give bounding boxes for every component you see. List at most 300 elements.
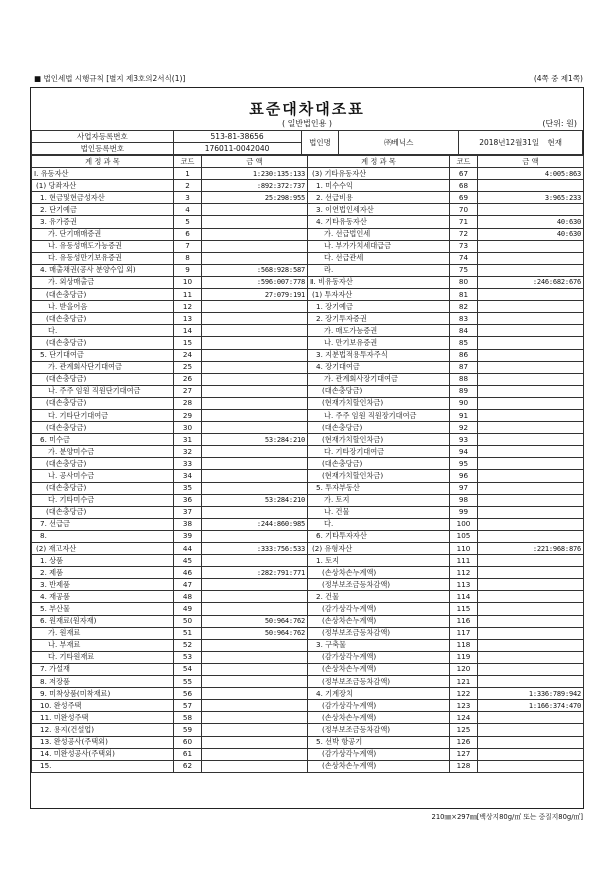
account-amount-left (202, 409, 308, 421)
account-code-left: 28 (174, 397, 202, 409)
account-code-left: 58 (174, 712, 202, 724)
table-row (32, 639, 584, 651)
account-amount-left (202, 712, 308, 724)
account-code-left: 2 (174, 180, 202, 192)
account-code-left: 30 (174, 422, 202, 434)
table-row (32, 337, 584, 349)
account-amount-right (478, 663, 584, 675)
account-code-right: 110 (450, 543, 478, 555)
account-name-right: 3. 지분법적용투자주식 (308, 349, 450, 361)
account-amount-right: 3:965:233 (478, 192, 584, 204)
account-name-right: (정부보조금등차감액) (308, 724, 450, 736)
account-name-left: 8. 저장품 (32, 676, 174, 688)
account-code-left: 11 (174, 289, 202, 301)
table-row (32, 482, 584, 494)
account-name-left: 7. 선급금 (32, 518, 174, 530)
account-code-left: 31 (174, 434, 202, 446)
account-amount-left: 1:230:135:133 (202, 168, 308, 180)
account-code-right: 86 (450, 349, 478, 361)
account-amount-right (478, 639, 584, 651)
table-row (32, 361, 584, 373)
account-code-left: 60 (174, 736, 202, 748)
account-code-left: 52 (174, 639, 202, 651)
document-title: 표준대차대조표 (249, 100, 365, 118)
account-name-left: 3. 유가증권 (32, 216, 174, 228)
account-name-right: (2) 유형자산 (308, 543, 450, 555)
account-name-right: (손상차손누계액) (308, 663, 450, 675)
account-code-left: 39 (174, 530, 202, 542)
account-name-right: 2. 선급비용 (308, 192, 450, 204)
table-row (32, 409, 584, 421)
account-name-left: (2) 재고자산 (32, 543, 174, 555)
account-name-right: (현재가치할인차금) (308, 397, 450, 409)
account-name-right: (대손충당금) (308, 385, 450, 397)
account-amount-left: 27:079:191 (202, 289, 308, 301)
account-amount-right (478, 204, 584, 216)
account-name-right: 2. 장기투자증권 (308, 313, 450, 325)
account-name-left: (대손충당금) (32, 337, 174, 349)
table-row (32, 180, 584, 192)
account-code-right: 123 (450, 700, 478, 712)
form-reference: ■ 법인세법 시행규칙 [별지 제3호의2서식(1)] (34, 74, 186, 83)
account-amount-left (202, 482, 308, 494)
account-amount-left (202, 301, 308, 313)
account-code-left: 56 (174, 688, 202, 700)
account-amount-left: 50:964:762 (202, 615, 308, 627)
account-amount-right (478, 422, 584, 434)
account-code-right: 88 (450, 373, 478, 385)
table-row (32, 567, 584, 579)
account-name-right: (1) 투자자산 (308, 289, 450, 301)
table-row (32, 470, 584, 482)
account-name-left: (대손충당금) (32, 506, 174, 518)
account-code-left: 46 (174, 567, 202, 579)
table-row (32, 603, 584, 615)
account-name-left: 다. 기타단기대여금 (32, 409, 174, 421)
account-rows (32, 168, 584, 773)
account-amount-right (478, 736, 584, 748)
account-code-right: 82 (450, 301, 478, 313)
account-amount-left (202, 748, 308, 760)
account-amount-right (478, 446, 584, 458)
account-amount-left (202, 736, 308, 748)
account-code-left: 6 (174, 228, 202, 240)
account-name-left: 가. 외상매출금 (32, 276, 174, 288)
account-amount-left (202, 252, 308, 264)
account-code-right: 112 (450, 567, 478, 579)
account-amount-right (478, 301, 584, 313)
account-code-left: 27 (174, 385, 202, 397)
account-code-right: 122 (450, 688, 478, 700)
account-amount-right (478, 409, 584, 421)
account-name-right: 4. 기타유동자산 (308, 216, 450, 228)
account-code-left: 5 (174, 216, 202, 228)
account-code-left: 15 (174, 337, 202, 349)
account-code-left: 4 (174, 204, 202, 216)
account-amount-right (478, 518, 584, 530)
column-header-code: 코드 (174, 156, 202, 168)
account-amount-right (478, 591, 584, 603)
account-name-left: (대손충당금) (32, 458, 174, 470)
account-name-right: (현재가치할인차금) (308, 470, 450, 482)
account-amount-right (478, 712, 584, 724)
account-amount-left: 53:284:210 (202, 434, 308, 446)
account-amount-right: :246:682:676 (478, 276, 584, 288)
account-name-right: 1. 장기예금 (308, 301, 450, 313)
account-name-right: 3. 이연법인세자산 (308, 204, 450, 216)
account-code-left: 51 (174, 627, 202, 639)
table-row (32, 663, 584, 675)
account-code-right: 94 (450, 446, 478, 458)
account-code-right: 95 (450, 458, 478, 470)
account-name-left: 1. 상품 (32, 555, 174, 567)
account-name-left: 8. (32, 530, 174, 542)
table-row (32, 760, 584, 772)
account-name-left: 나. 주주 임원 직원단기대여금 (32, 385, 174, 397)
account-name-left: 6. 원재료(원자재) (32, 615, 174, 627)
account-amount-left (202, 337, 308, 349)
column-header-item: 계 정 과 목 (308, 156, 450, 168)
account-amount-left: :333:756:533 (202, 543, 308, 555)
account-name-left: 다. 유동성만기보유증권 (32, 252, 174, 264)
account-code-left: 29 (174, 409, 202, 421)
account-amount-left (202, 724, 308, 736)
account-amount-right: :221:968:876 (478, 543, 584, 555)
account-amount-right (478, 567, 584, 579)
account-amount-left (202, 204, 308, 216)
account-code-right: 71 (450, 216, 478, 228)
account-code-left: 38 (174, 518, 202, 530)
account-code-right: 113 (450, 579, 478, 591)
account-name-left: 가. 단기매매증권 (32, 228, 174, 240)
account-amount-left (202, 530, 308, 542)
account-amount-right (478, 627, 584, 639)
account-code-right: 116 (450, 615, 478, 627)
account-name-left: 나. 유동성매도가능증권 (32, 240, 174, 252)
account-name-right: 2. 건물 (308, 591, 450, 603)
account-code-left: 9 (174, 264, 202, 276)
account-amount-left (202, 676, 308, 688)
account-name-right: 가. 선급법인세 (308, 228, 450, 240)
account-amount-right: 40:630 (478, 228, 584, 240)
account-amount-left: :596:007:778 (202, 276, 308, 288)
account-name-right: (손상차손누계액) (308, 567, 450, 579)
account-code-left: 55 (174, 676, 202, 688)
account-code-left: 34 (174, 470, 202, 482)
account-name-left: 4. 매출채권(공사 분양수입 외) (32, 264, 174, 276)
account-code-left: 57 (174, 700, 202, 712)
corp-name-label: 법인명 (301, 131, 339, 155)
account-code-right: 128 (450, 760, 478, 772)
account-code-right: 119 (450, 651, 478, 663)
account-amount-left (202, 639, 308, 651)
account-amount-left: :282:791:771 (202, 567, 308, 579)
account-amount-right (478, 397, 584, 409)
table-row (32, 349, 584, 361)
account-code-left: 7 (174, 240, 202, 252)
account-name-left: 5. 단기대여금 (32, 349, 174, 361)
account-code-left: 1 (174, 168, 202, 180)
table-row (32, 748, 584, 760)
account-name-left: 1. 현금및현금성자산 (32, 192, 174, 204)
table-row (32, 615, 584, 627)
corp-number-value: 176011-0042040 (173, 143, 301, 155)
account-code-left: 44 (174, 543, 202, 555)
account-name-left: 12. 용지(건설업) (32, 724, 174, 736)
account-code-right: 72 (450, 228, 478, 240)
account-name-right: (손상차손누계액) (308, 615, 450, 627)
account-name-left: 나. 받을어음 (32, 301, 174, 313)
account-code-right: 115 (450, 603, 478, 615)
account-name-left: 11. 미완성주택 (32, 712, 174, 724)
account-code-left: 33 (174, 458, 202, 470)
account-name-left: 13. 완성공사(주택외) (32, 736, 174, 748)
account-table (31, 155, 584, 773)
account-code-left: 36 (174, 494, 202, 506)
account-name-right: (대손충당금) (308, 422, 450, 434)
account-amount-right: 4:005:863 (478, 168, 584, 180)
column-header-item: 계 정 과 목 (32, 156, 174, 168)
page-reference: (4쪽 중 제1쪽) (533, 74, 583, 83)
account-amount-left (202, 216, 308, 228)
account-code-right: 96 (450, 470, 478, 482)
table-row (32, 724, 584, 736)
account-name-right: 1. 미수수익 (308, 180, 450, 192)
table-row (32, 530, 584, 542)
table-row (32, 676, 584, 688)
account-name-left: 가. 관계회사단기대여금 (32, 361, 174, 373)
table-row (32, 325, 584, 337)
account-name-right: (3) 기타유동자산 (308, 168, 450, 180)
paper-spec: 210㎜×297㎜[백상지80g/㎡ 또는 중질지80g/㎡] (431, 813, 583, 821)
account-amount-right (478, 676, 584, 688)
account-code-left: 8 (174, 252, 202, 264)
account-name-left: 다. (32, 325, 174, 337)
account-code-right: 67 (450, 168, 478, 180)
account-amount-left (202, 397, 308, 409)
account-amount-right (478, 373, 584, 385)
account-name-left: 5. 부산물 (32, 603, 174, 615)
account-amount-left (202, 760, 308, 772)
account-code-left: 35 (174, 482, 202, 494)
account-code-right: 85 (450, 337, 478, 349)
account-amount-right (478, 724, 584, 736)
account-amount-left: :244:860:985 (202, 518, 308, 530)
table-row (32, 240, 584, 252)
account-name-right: 4. 장기대여금 (308, 361, 450, 373)
table-row (32, 422, 584, 434)
column-header-code: 코드 (450, 156, 478, 168)
table-row (32, 168, 584, 180)
account-code-right: 68 (450, 180, 478, 192)
account-amount-left (202, 385, 308, 397)
account-name-left: 9. 미착상품(미착재료) (32, 688, 174, 700)
account-name-left: (대손충당금) (32, 422, 174, 434)
account-code-left: 62 (174, 760, 202, 772)
corp-number-label: 법인등록번호 (32, 143, 174, 155)
account-name-right: (감가상각누계액) (308, 748, 450, 760)
table-row (32, 712, 584, 724)
table-row (32, 494, 584, 506)
account-amount-right (478, 434, 584, 446)
account-code-right: 70 (450, 204, 478, 216)
account-amount-right (478, 313, 584, 325)
account-code-left: 14 (174, 325, 202, 337)
account-code-left: 32 (174, 446, 202, 458)
account-code-right: 124 (450, 712, 478, 724)
account-amount-left: 50:964:762 (202, 627, 308, 639)
table-row (32, 192, 584, 204)
account-name-left: (대손충당금) (32, 289, 174, 301)
account-amount-right (478, 325, 584, 337)
account-name-right: (정부보조금등차감액) (308, 579, 450, 591)
account-amount-right (478, 385, 584, 397)
account-amount-right: 40:630 (478, 216, 584, 228)
account-code-right: 118 (450, 639, 478, 651)
account-amount-left (202, 663, 308, 675)
account-name-right: 3. 구축물 (308, 639, 450, 651)
account-amount-left (202, 470, 308, 482)
account-name-right: (정부보조금등차감액) (308, 627, 450, 639)
table-row (32, 313, 584, 325)
account-code-right: 69 (450, 192, 478, 204)
account-name-right: 가. 매도가능증권 (308, 325, 450, 337)
account-name-left: 4. 재공품 (32, 591, 174, 603)
account-amount-left (202, 651, 308, 663)
account-name-right: 나. 부가가치세대급금 (308, 240, 450, 252)
account-amount-right (478, 506, 584, 518)
account-code-right: 125 (450, 724, 478, 736)
account-name-left: 10. 완성주택 (32, 700, 174, 712)
account-name-left: 2. 제품 (32, 567, 174, 579)
account-name-right: 5. 선박 항공기 (308, 736, 450, 748)
account-name-right: 나. 주주 임원 직원장기대여금 (308, 409, 450, 421)
account-amount-right (478, 603, 584, 615)
account-amount-left (202, 506, 308, 518)
account-name-right: 라. (308, 264, 450, 276)
account-code-left: 13 (174, 313, 202, 325)
account-amount-left: :568:928:587 (202, 264, 308, 276)
account-code-right: 126 (450, 736, 478, 748)
account-amount-right (478, 180, 584, 192)
account-code-right: 87 (450, 361, 478, 373)
account-code-left: 3 (174, 192, 202, 204)
account-code-left: 59 (174, 724, 202, 736)
biz-number-value: 513-81-38656 (173, 131, 301, 143)
account-code-right: 97 (450, 482, 478, 494)
table-row (32, 627, 584, 639)
table-row (32, 301, 584, 313)
account-amount-right: 1:166:374:470 (478, 700, 584, 712)
account-amount-right (478, 240, 584, 252)
account-name-right: (정부보조금등차감액) (308, 676, 450, 688)
account-name-left: 7. 가설재 (32, 663, 174, 675)
account-code-right: 111 (450, 555, 478, 567)
account-code-right: 105 (450, 530, 478, 542)
account-name-right: 가. 관계회사장기대여금 (308, 373, 450, 385)
account-code-left: 53 (174, 651, 202, 663)
account-code-right: 114 (450, 591, 478, 603)
unit-label: (단위: 원) (542, 119, 577, 128)
account-name-left: 15. (32, 760, 174, 772)
account-name-left: (대손충당금) (32, 397, 174, 409)
table-row (32, 591, 584, 603)
account-amount-left (202, 325, 308, 337)
account-name-left: 다. 기타원재료 (32, 651, 174, 663)
table-row (32, 264, 584, 276)
table-row (32, 434, 584, 446)
account-name-right: 다. 기타장기대여금 (308, 446, 450, 458)
account-name-left: (대손충당금) (32, 313, 174, 325)
account-name-left: 가. 분양미수금 (32, 446, 174, 458)
account-name-right: (감가상각누계액) (308, 700, 450, 712)
account-code-right: 99 (450, 506, 478, 518)
account-amount-right (478, 760, 584, 772)
account-code-left: 45 (174, 555, 202, 567)
account-name-right: Ⅱ. 비유동자산 (308, 276, 450, 288)
account-code-right: 98 (450, 494, 478, 506)
account-name-right: (감가상각누계액) (308, 651, 450, 663)
account-amount-left (202, 555, 308, 567)
table-row (32, 555, 584, 567)
account-amount-right (478, 458, 584, 470)
account-amount-right (478, 264, 584, 276)
account-amount-left: 25:298:955 (202, 192, 308, 204)
table-row (32, 373, 584, 385)
account-name-left: Ⅰ. 유동자산 (32, 168, 174, 180)
account-code-left: 47 (174, 579, 202, 591)
account-code-right: 93 (450, 434, 478, 446)
account-code-left: 25 (174, 361, 202, 373)
account-name-left: (1) 당좌자산 (32, 180, 174, 192)
column-header-amount: 금 액 (202, 156, 308, 168)
table-row (32, 446, 584, 458)
table-row (32, 216, 584, 228)
column-header-amount: 금 액 (478, 156, 584, 168)
account-amount-left (202, 603, 308, 615)
account-code-right: 89 (450, 385, 478, 397)
account-amount-right (478, 349, 584, 361)
account-name-right: 4. 기계장치 (308, 688, 450, 700)
account-code-left: 50 (174, 615, 202, 627)
account-code-left: 49 (174, 603, 202, 615)
table-row (32, 458, 584, 470)
account-amount-right (478, 651, 584, 663)
account-name-left: 2. 단기예금 (32, 204, 174, 216)
report-date-value: 2018년12월31일 (479, 138, 540, 147)
account-amount-left (202, 422, 308, 434)
account-name-left: 다. 기타미수금 (32, 494, 174, 506)
account-amount-left: :892:372:737 (202, 180, 308, 192)
account-name-right: (현재가치할인차금) (308, 434, 450, 446)
account-name-right: 5. 투자부동산 (308, 482, 450, 494)
account-name-left: 나. 부재료 (32, 639, 174, 651)
table-row (32, 688, 584, 700)
account-amount-right (478, 555, 584, 567)
account-code-right: 84 (450, 325, 478, 337)
account-name-right: 6. 기타투자자산 (308, 530, 450, 542)
account-name-left: (대손충당금) (32, 482, 174, 494)
account-name-right: (손상차손누계액) (308, 760, 450, 772)
account-code-right: 90 (450, 397, 478, 409)
table-row (32, 385, 584, 397)
account-name-left: 나. 공사미수금 (32, 470, 174, 482)
account-name-left: 14. 미완성공사(주택외) (32, 748, 174, 760)
account-amount-left (202, 228, 308, 240)
account-code-right: 117 (450, 627, 478, 639)
table-row (32, 736, 584, 748)
account-name-right: 다. 선급관세 (308, 252, 450, 264)
